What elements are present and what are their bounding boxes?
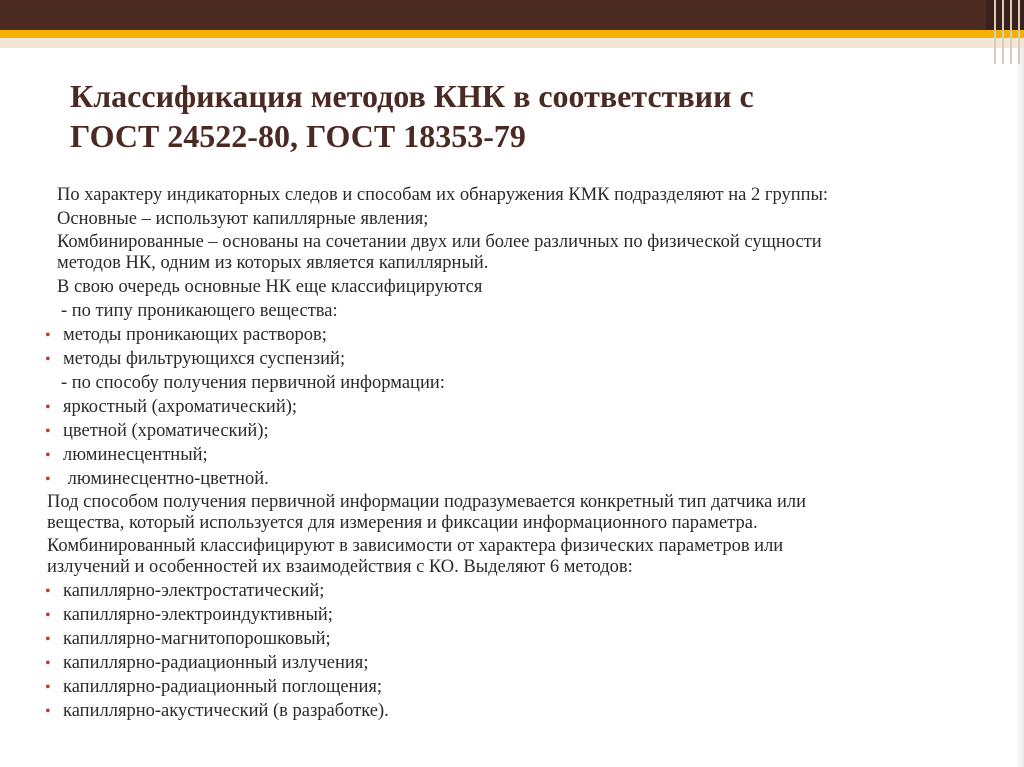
list-item (47, 348, 977, 370)
bullet-icon: • (45, 423, 51, 440)
list-item-text: методы фильтрующихся суспензий; (63, 349, 346, 369)
paragraph: Основные – используют капиллярные явления; (57, 209, 429, 229)
list-item-text: люминесцентно-цветной. (63, 469, 269, 489)
slide-title (70, 76, 970, 156)
bullet-icon: • (45, 447, 51, 464)
sub-heading: - по способу получения первичной информации: (61, 373, 445, 393)
paragraph-line: вещества, который используется для измерения и фиксации информационного параметра. (47, 513, 758, 533)
title-line-2: ГОСТ 24522-80, ГОСТ 18353-79 (70, 118, 526, 154)
title-line-1: Классификация методов КНК в соответствии с (70, 78, 754, 114)
right-shadow (1016, 48, 1024, 767)
paragraph-line: излучений и особенностей их взаимодействия с КО. Выделяют 6 методов: (47, 557, 633, 577)
list-item (47, 396, 977, 418)
list-item (47, 468, 977, 490)
bullet-icon: • (45, 399, 51, 416)
bullet-icon: • (45, 351, 51, 368)
bullet-icon: • (45, 679, 51, 696)
paragraph-line: методов НК, одним из которых является капиллярный. (57, 253, 489, 273)
bullet-icon: • (45, 327, 51, 344)
paragraph-line: Комбинированные – основаны на сочетании двух или более различных по физической сущности (57, 232, 822, 252)
paragraph: По характеру индикаторных следов и способам их обнаружения КМК подразделяют на 2 группы: (57, 185, 829, 205)
bullet-icon: • (45, 703, 51, 720)
list-item (47, 628, 977, 650)
list-item-text: капиллярно-радиационный поглощения; (63, 677, 382, 697)
paragraph (47, 232, 977, 274)
list-item-text: капиллярно-электростатический; (63, 581, 325, 601)
list-item (47, 652, 977, 674)
list-item (47, 420, 977, 442)
sub-heading: - по типу проникающего вещества: (61, 301, 338, 321)
list-item (47, 580, 977, 602)
paragraph-line: Комбинированный классифицируют в зависимости от характера физических параметров или (47, 536, 784, 556)
bullet-icon: • (45, 471, 51, 488)
bullet-icon: • (45, 583, 51, 600)
decor-stripe (994, 0, 996, 64)
bullet-icon: • (45, 655, 51, 672)
bullet-icon: • (45, 631, 51, 648)
list-item (47, 604, 977, 626)
list-item-text: капиллярно-электроиндуктивный; (63, 605, 333, 625)
list-item (47, 700, 977, 722)
list-item-text: люминесцентный; (63, 445, 208, 465)
list-item (47, 676, 977, 698)
decor-stripe (1002, 0, 1004, 64)
list-item-text: капиллярно-радиационный излучения; (63, 653, 369, 673)
top-bar-gold (0, 30, 1024, 38)
paragraph-line: Под способом получения первичной информации подразумевается конкретный тип датчика или (47, 492, 806, 512)
decor-stripe (1010, 0, 1012, 64)
top-bar-dark (0, 0, 1024, 30)
list-item (47, 444, 977, 466)
slide-body (47, 184, 977, 724)
list-item-text: методы проникающих растворов; (63, 325, 327, 345)
list-item-text: капиллярно-магнитопорошковый; (63, 629, 331, 649)
list-item-text: яркостный (ахроматический); (63, 397, 298, 417)
paragraph (47, 492, 977, 534)
list-item-text: капиллярно-акустический (в разработке). (63, 701, 389, 721)
paragraph: В свою очередь основные НК еще классифицируются (57, 277, 483, 297)
list-item (47, 324, 977, 346)
top-bar-beige (0, 38, 1024, 48)
list-item-text: цветной (хроматический); (63, 421, 269, 441)
bullet-icon: • (45, 607, 51, 624)
paragraph (47, 536, 977, 578)
